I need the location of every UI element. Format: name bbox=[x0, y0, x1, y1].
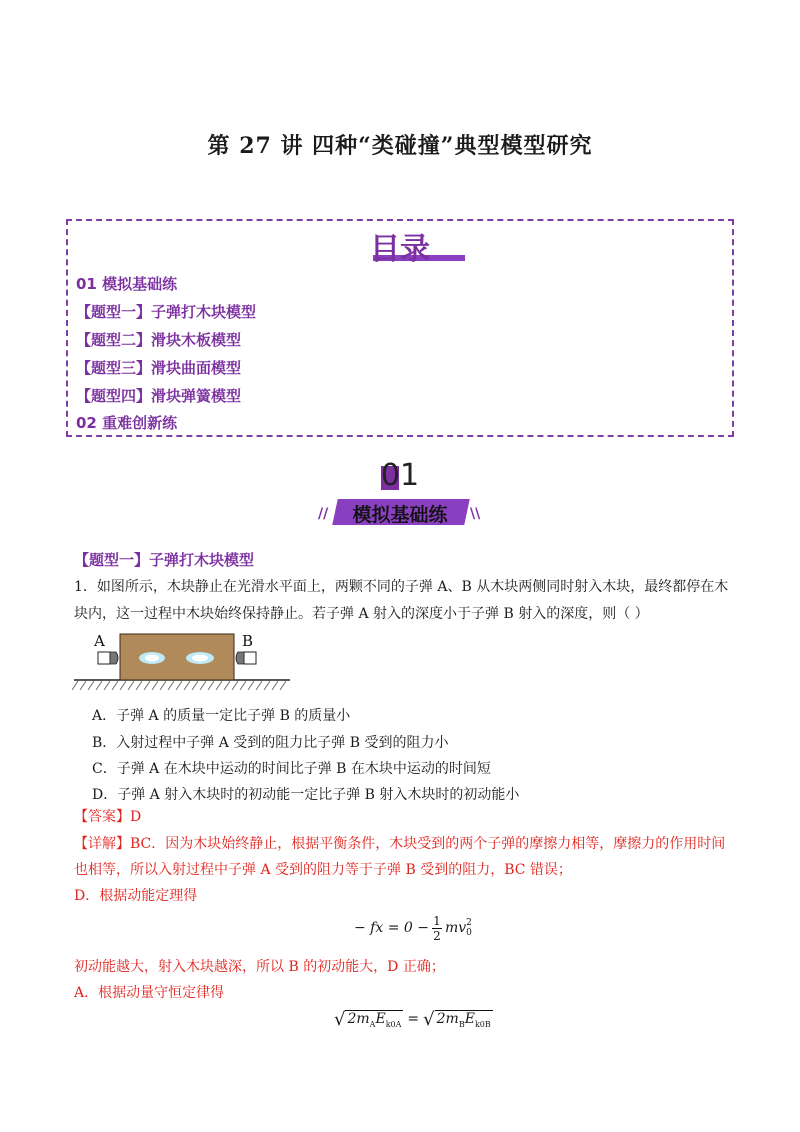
bullet-trace-right bbox=[186, 652, 214, 664]
page-title: 第 27 讲 四种“类碰撞”典型模型研究 bbox=[207, 133, 593, 159]
bullet-b-label: B bbox=[242, 632, 254, 650]
bullet-a bbox=[98, 652, 118, 664]
wooden-block bbox=[120, 634, 234, 680]
formula-fraction bbox=[432, 914, 442, 943]
toc-item[interactable]: 【题型一】子弹打木块模型 bbox=[76, 303, 257, 321]
toc-item[interactable]: 【题型四】滑块弹簧模型 bbox=[76, 387, 242, 405]
bullet-a-label: A bbox=[94, 632, 105, 650]
question-stem-line: 1．如图所示，木块静止在光滑水平面上，两颗不同的子弹 A、B 从木块两侧同时射入木块，最终都停在木 bbox=[74, 579, 729, 595]
sqrt-sign-right: √ bbox=[423, 1008, 435, 1030]
fraction-denominator: 2 bbox=[433, 928, 441, 943]
option-a[interactable]: A．子弹 A 的质量一定比子弹 B 的质量小 bbox=[92, 708, 351, 724]
bullet-block-figure bbox=[72, 628, 294, 692]
section-number: 01 bbox=[380, 458, 420, 493]
option-b[interactable]: B．入射过程中子弹 A 受到的阻力比子弹 B 受到的阻力小 bbox=[92, 735, 449, 751]
question-stem-line: 块内，这一过程中木块始终保持静止。若子弹 A 射入的深度小于子弹 B 射入的深度，则（ ） bbox=[74, 606, 649, 622]
explanation-line: 【详解】BC．因为木块始终静止，根据平衡条件，木块受到的两个子弹的摩擦力相等，摩擦力的作用时间 bbox=[74, 836, 726, 852]
explanation-line: D．根据动能定理得 bbox=[74, 888, 198, 904]
decor-slash-right: \\ bbox=[470, 506, 481, 522]
explanation-line: 初动能越大，射入木块越深，所以 B 的初动能大，D 正确； bbox=[74, 959, 445, 975]
toc-item[interactable]: 01 模拟基础练 bbox=[76, 275, 178, 293]
subscript: 0 bbox=[466, 928, 472, 938]
superscript: 2 bbox=[466, 918, 472, 928]
option-c[interactable]: C．子弹 A 在木块中运动的时间比子弹 B 在木块中运动的时间短 bbox=[92, 761, 491, 777]
sqrt-sign-left: √ bbox=[334, 1008, 346, 1030]
bullet-trace-left bbox=[139, 652, 165, 664]
explanation-line: 也相等，所以入射过程中子弹 A 受到的阻力等于子弹 B 受到的阻力，BC 错误； bbox=[74, 862, 572, 878]
formula-work-energy bbox=[354, 910, 472, 946]
equals-sign: = bbox=[407, 1011, 420, 1027]
question-type-heading: 【题型一】子弹打木块模型 bbox=[74, 551, 255, 569]
formula-lhs: − fx = 0 − bbox=[354, 920, 429, 936]
bullet-b bbox=[236, 652, 256, 664]
formula-rhs: mv bbox=[444, 920, 467, 936]
decor-slash-left: // bbox=[318, 506, 329, 522]
toc-item[interactable]: 02 重难创新练 bbox=[76, 414, 178, 432]
option-d[interactable]: D．子弹 A 射入木块时的初动能一定比子弹 B 射入木块时的初动能小 bbox=[92, 787, 520, 803]
fraction-numerator: 1 bbox=[433, 913, 441, 928]
sqrt-content-right: $2m_BE_{k0B}$ bbox=[436, 1010, 491, 1029]
answer-label: 【答案】D bbox=[74, 809, 142, 825]
section-label: 模拟基础练 bbox=[352, 504, 448, 526]
ground-hatching bbox=[72, 681, 286, 690]
explanation-line: A．根据动量守恒定律得 bbox=[74, 985, 225, 1001]
toc-heading: 目录 bbox=[370, 232, 430, 267]
toc-item[interactable]: 【题型二】滑块木板模型 bbox=[76, 331, 242, 349]
formula-scripts bbox=[466, 918, 472, 938]
formula-momentum bbox=[334, 1006, 493, 1032]
toc-item[interactable]: 【题型三】滑块曲面模型 bbox=[76, 359, 242, 377]
sqrt-content-left: $2m_AE_{k0A}$ bbox=[347, 1010, 402, 1029]
